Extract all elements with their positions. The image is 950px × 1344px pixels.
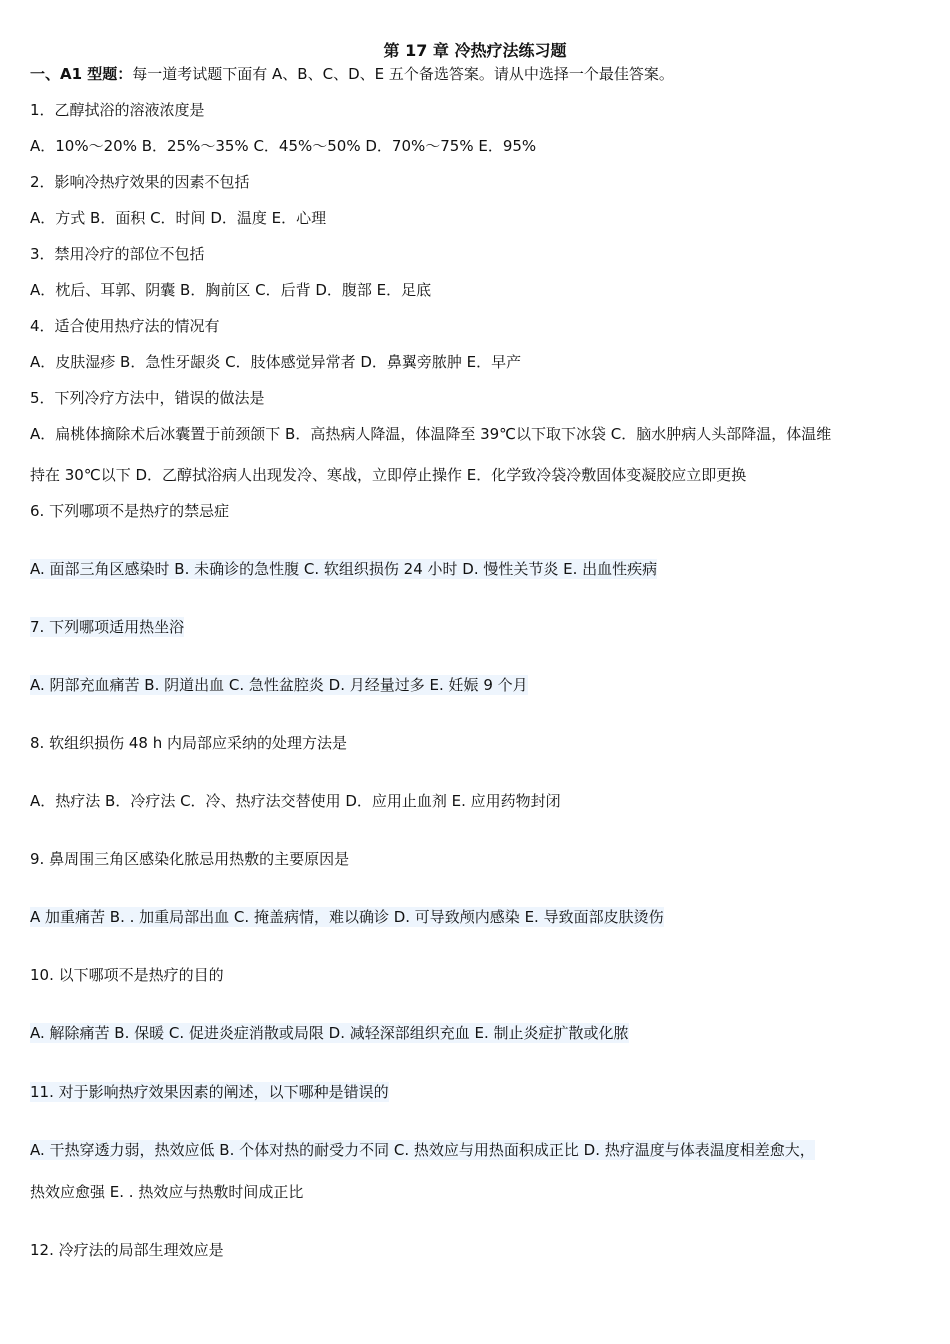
options-7: A. 阴部充血痛苦 B. 阴道出血 C. 急性盆腔炎 D. 月经量过多 E. 妊娠 9 个月 <box>30 676 528 694</box>
question-7: 7. 下列哪项适用热坐浴 <box>30 618 185 636</box>
page-title: 第 17 章 冷热疗法练习题 <box>383 41 567 60</box>
question-6: 6. 下列哪项不是热疗的禁忌症 <box>30 502 230 520</box>
options-8: A．热疗法 B．冷疗法 C．冷、热疗法交替使用 D．应用止血剂 E. 应用药物封闭 <box>30 792 561 810</box>
question-5: 5．下列冷疗方法中，错误的做法是 <box>30 389 265 407</box>
question-11: 11. 对于影响热疗效果因素的阐述，以下哪种是错误的 <box>30 1083 389 1101</box>
options-10: A. 解除痛苦 B. 保暖 C. 促进炎症消散或局限 D. 减轻深部组织充血 E. 制止炎症扩散或化脓 <box>30 1024 629 1042</box>
question-10: 10. 以下哪项不是热疗的目的 <box>30 966 224 984</box>
question-3: 3．禁用冷疗的部位不包括 <box>30 245 205 263</box>
options-2: A．方式 B．面积 C．时间 D．温度 E．心理 <box>30 209 327 227</box>
question-1: 1．乙醇拭浴的溶液浓度是 <box>30 101 205 119</box>
options-4: A．皮肤湿疹 B．急性牙龈炎 C．肢体感觉异常者 D．鼻翼旁脓肿 E．早产 <box>30 353 522 371</box>
options-11-line-1: A. 干热穿透力弱，热效应低 B. 个体对热的耐受力不同 C. 热效应与用热面积成正比 D. 热疗温度与体表温度相差愈大， <box>30 1141 815 1159</box>
options-1: A．10%～20% B．25%～35% C．45%～50% D．70%～75% E．95% <box>30 137 537 155</box>
section-heading <box>30 64 674 84</box>
question-2: 2．影响冷热疗效果的因素不包括 <box>30 173 250 191</box>
question-9: 9. 鼻周围三角区感染化脓忌用热敷的主要原因是 <box>30 850 350 868</box>
section-instruction: 每一道考试题下面有 A、B、C、D、E 五个备选答案。请从中选择一个最佳答案。 <box>132 65 674 83</box>
section-label: 一、A1 型题： <box>30 65 133 83</box>
question-12: 12. 冷疗法的局部生理效应是 <box>30 1241 224 1259</box>
options-3: A．枕后、耳郭、阴囊 B．胸前区 C．后背 D．腹部 E．足底 <box>30 281 432 299</box>
options-5-line-1: A．扁桃体摘除术后冰囊置于前颈颌下 B．高热病人降温，体温降至 39℃以下取下冰袋 C．脑水肿病人头部降温，体温维 <box>30 425 832 443</box>
options-11-line-2: 热效应愈强 E. . 热效应与热敷时间成正比 <box>30 1183 304 1201</box>
options-9: A 加重痛苦 B. . 加重局部出血 C. 掩盖病情，难以确诊 D. 可导致颅内感染 E. 导致面部皮肤烫伤 <box>30 908 664 926</box>
question-4: 4．适合使用热疗法的情况有 <box>30 317 220 335</box>
question-8: 8. 软组织损伤 48 h 内局部应采纳的处理方法是 <box>30 734 347 752</box>
options-5-line-2: 持在 30℃以下 D．乙醇拭浴病人出现发冷、寒战，立即停止操作 E．化学致冷袋冷敷固体变凝胶应立即更换 <box>30 466 747 484</box>
options-6: A. 面部三角区感染时 B. 未确诊的急性腹 C. 软组织损伤 24 小时 D. 慢性关节炎 E. 出血性疾病 <box>30 560 658 578</box>
